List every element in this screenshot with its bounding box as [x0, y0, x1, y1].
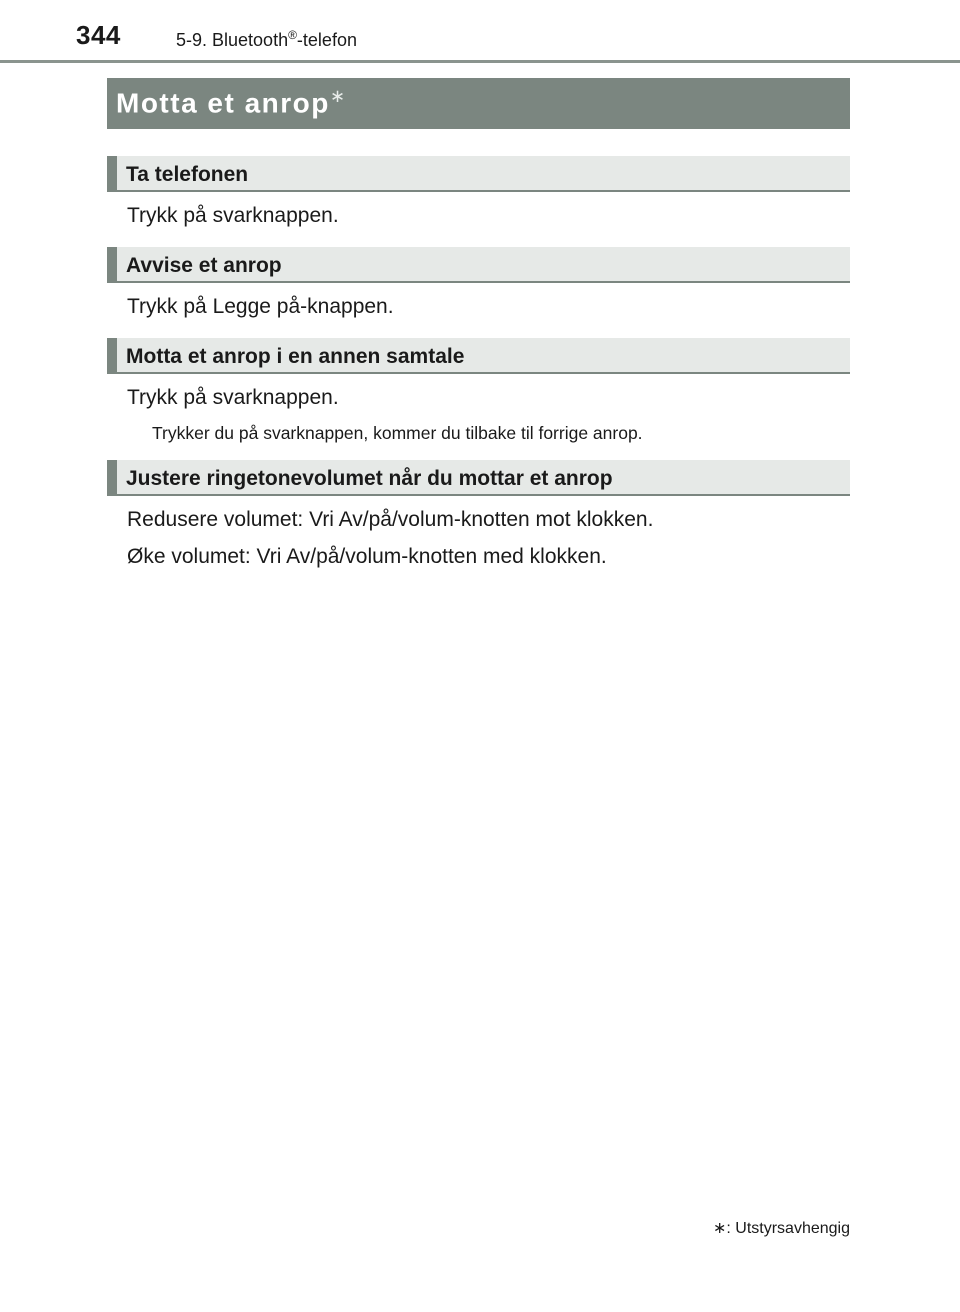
subheading-label: Ta telefonen: [126, 163, 249, 186]
chapter-prefix: 5-9. Bluetooth: [176, 30, 289, 50]
chapter-suffix: -telefon: [296, 30, 357, 50]
subheading-accent: [107, 156, 117, 192]
subheading-bar: [107, 247, 850, 283]
footnote: ∗: Utstyrsavhengig: [712, 1220, 850, 1237]
instruction-text: Trykk på Legge på-knappen.: [127, 295, 394, 318]
note-text: Trykker du på svarknappen, kommer du tilbake til forrige anrop.: [152, 423, 643, 443]
subheading-label: Avvise et anrop: [126, 254, 282, 277]
subheading-bar: [107, 156, 850, 192]
subheading-label: Justere ringetonevolumet når du mottar et anrop: [126, 467, 613, 490]
instruction-text: Trykk på svarknappen.: [127, 204, 339, 227]
page-number: 344: [76, 20, 121, 50]
header-rule: [0, 60, 960, 63]
chapter-title: [176, 28, 357, 51]
subheading-accent: [107, 338, 117, 374]
subheading-accent: [107, 247, 117, 283]
instruction-text: Trykk på svarknappen.: [127, 386, 339, 409]
section-title-text: Motta et anrop: [116, 87, 330, 119]
section-title-bar: [107, 78, 850, 129]
subheading-label: Motta et anrop i en annen samtale: [126, 345, 465, 368]
page-header: [0, 0, 960, 64]
equipment-star: ∗: [329, 86, 347, 106]
instruction-text: Redusere volumet: Vri Av/på/volum-knotten mot klokken.: [127, 508, 654, 531]
subheading-bar: [107, 338, 850, 374]
subheading-bar: [107, 460, 850, 496]
subheading-accent: [107, 460, 117, 496]
instruction-text: Øke volumet: Vri Av/på/volum-knotten med klokken.: [127, 545, 607, 568]
section-title: [116, 86, 346, 119]
registered-mark: ®: [288, 28, 297, 42]
